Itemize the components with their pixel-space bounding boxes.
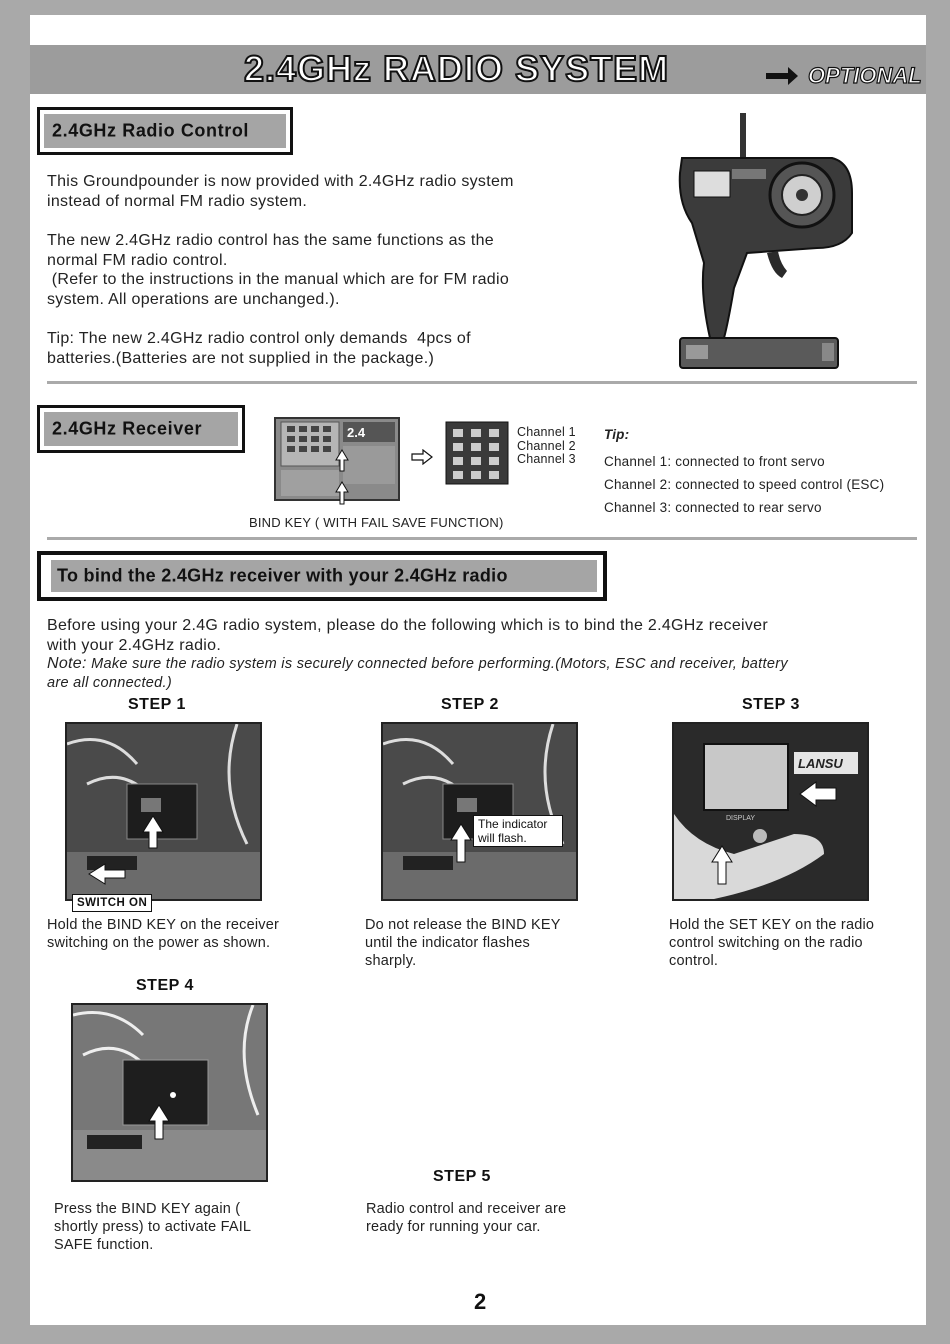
text-line: Before using your 2.4G radio system, please do the following which is to bind the 2.4GHz receiver: [47, 617, 769, 634]
note-text: Make sure the radio system is securely connected before performing.(Motors, ESC and receiver, battery: [86, 656, 788, 672]
radio-control-p2: [47, 231, 647, 309]
channel-list: [517, 426, 576, 467]
arrow-right-outline-icon: [411, 449, 433, 465]
text-line: [47, 655, 917, 674]
text-line: Do not release the BIND KEY: [365, 917, 561, 933]
switch-on-callout: SWITCH ON: [72, 894, 152, 912]
text-line: This Groundpounder is now provided with 2.4GHz radio system: [47, 173, 514, 190]
step-5-text: [366, 1200, 566, 1236]
receiver-24-label: 2.4: [347, 425, 366, 440]
text-line: Hold the SET KEY on the radio: [669, 917, 875, 933]
receiver-tip-label: Tip:: [604, 427, 630, 442]
optional-label: OPTIONAL: [808, 63, 922, 88]
text-line: instead of normal FM radio system.: [47, 192, 308, 210]
text-line: batteries.(Batteries are not supplied in the package.): [47, 349, 435, 367]
text-line: (Refer to the instructions in the manual which are for FM radio: [47, 271, 510, 288]
step-2-text: [365, 916, 561, 970]
text-line: with your 2.4GHz radio.: [47, 636, 222, 654]
manual-page: [30, 45, 926, 1325]
channel-label: Channel 3: [517, 452, 576, 466]
step-4-photo: [71, 1003, 268, 1182]
receiver-heading: [37, 405, 245, 453]
lansu-brand-label: LANSU: [798, 756, 843, 771]
step-1-text: [47, 916, 279, 952]
tip-line: Channel 2: connected to speed control (ESC): [604, 477, 885, 492]
receiver-image: [273, 416, 403, 506]
step-5-title: STEP 5: [433, 1168, 491, 1185]
step-3-text: [669, 916, 874, 970]
text-line: Tip: The new 2.4GHz radio control only demands 4pcs of: [47, 330, 471, 347]
radio-control-heading: [37, 107, 293, 155]
step-3-title: STEP 3: [742, 696, 800, 713]
radio-set-key-image: [674, 724, 867, 899]
step-4-title: STEP 4: [136, 977, 194, 994]
divider-1: [47, 381, 917, 384]
callout-text: The indicator will flash.: [478, 817, 548, 845]
display-label: DISPLAY: [726, 815, 756, 822]
step-1-photo: [65, 722, 262, 901]
tip-line: Channel 3: connected to rear servo: [604, 500, 822, 515]
receiver-pin-grid-icon: [445, 421, 509, 485]
top-strip: [30, 15, 926, 45]
radio-control-p3: [47, 329, 647, 368]
bind-intro: [47, 616, 917, 655]
text-line: normal FM radio control.: [47, 251, 228, 269]
step-3-photo: [672, 722, 869, 901]
page-title: 2.4GHz RADIO SYSTEM: [244, 48, 670, 89]
text-line: The new 2.4GHz radio control has the same functions as the: [47, 232, 494, 249]
transmitter-image: [652, 113, 872, 375]
channel-label: Channel 1: [517, 425, 576, 439]
text-line: Hold the BIND KEY on the receiver: [47, 917, 280, 933]
receiver-tips: [604, 450, 884, 519]
step-2-photo: [381, 722, 578, 901]
text-line: control.: [669, 953, 719, 969]
arrow-right-icon: [766, 73, 788, 79]
divider-2: [47, 537, 917, 540]
text-line: switching on the power as shown.: [47, 935, 271, 951]
text-line: Radio control and receiver are: [366, 1201, 567, 1217]
receiver-in-car-image: [67, 724, 260, 899]
step-4-text: [54, 1200, 251, 1254]
bind-heading: [37, 551, 607, 601]
receiver-heading-text: 2.4GHz Receiver: [52, 418, 203, 439]
indicator-flash-callout: [473, 815, 563, 847]
text-line: control switching on the radio: [669, 935, 863, 951]
page-number: 2: [474, 1289, 487, 1314]
radio-control-heading-text: 2.4GHz Radio Control: [52, 120, 250, 141]
bind-note: [47, 655, 917, 692]
text-line: system. All operations are unchanged.).: [47, 290, 340, 308]
text-line: sharply.: [365, 953, 417, 969]
channel-label: Channel 2: [517, 438, 576, 453]
step-1-title: STEP 1: [128, 696, 186, 713]
receiver-fail-safe-image: [73, 1005, 266, 1180]
bind-key-label: BIND KEY ( WITH FAIL SAVE FUNCTION): [249, 515, 504, 530]
text-line: are all connected.): [47, 674, 172, 691]
text-line: shortly press) to activate FAIL: [54, 1219, 252, 1235]
text-line: SAFE function.: [54, 1237, 154, 1253]
tip-line: Channel 1: connected to front servo: [604, 454, 825, 469]
receiver-in-car-image: [383, 724, 576, 899]
text-line: until the indicator flashes: [365, 935, 530, 951]
step-2-title: STEP 2: [441, 696, 499, 713]
note-label: Note:: [47, 655, 87, 672]
bind-heading-text: To bind the 2.4GHz receiver with your 2.4GHz radio: [57, 565, 508, 586]
text-line: Press the BIND KEY again (: [54, 1201, 241, 1217]
title-band: [30, 45, 926, 94]
text-line: ready for running your car.: [366, 1219, 541, 1235]
radio-control-p1: [47, 172, 647, 211]
